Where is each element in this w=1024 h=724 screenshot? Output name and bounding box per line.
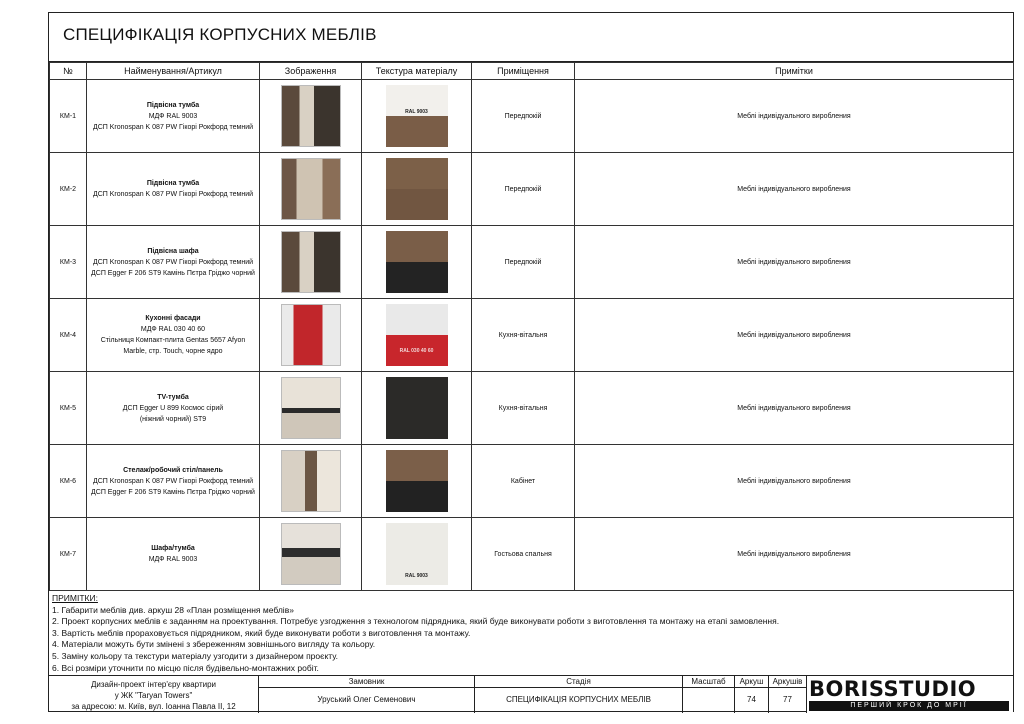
- texture-cell: [362, 226, 472, 299]
- swatch-top: [386, 450, 448, 481]
- texture-cell: [362, 80, 472, 153]
- title-block: [49, 675, 1013, 713]
- item-material-line: МДФ RAL 030 40 60: [140, 326, 206, 333]
- image-cell: [260, 226, 362, 299]
- item-material-line: ДСП Egger F 206 ST9 Камінь Пєтра Гріджо чорний: [91, 488, 255, 496]
- room-cell: Гостьова спальня: [472, 518, 575, 591]
- texture-cell: [362, 445, 472, 518]
- item-name: Стелаж/робочий стіл/панель: [123, 466, 223, 474]
- item-description: [87, 299, 260, 372]
- swatch-top: [386, 158, 448, 189]
- note-item: 4. Матеріали можуть бути змінені з збереженням зовнішнього вигляду та кольору.: [52, 639, 376, 650]
- spec-sheet: [48, 12, 1014, 712]
- col-header-room: Приміщення: [472, 63, 575, 80]
- swatch-bottom: [386, 554, 448, 585]
- room-cell: Передпокій: [472, 80, 575, 153]
- item-name: Кухонні фасади: [145, 315, 201, 322]
- swatch-bottom: [386, 116, 448, 147]
- table-header-row: [50, 63, 1014, 80]
- image-cell: [260, 299, 362, 372]
- item-material-line: МДФ RAL 9003: [148, 556, 198, 563]
- note-cell: Меблі індивідуального виробления: [575, 445, 1014, 518]
- row-number: КМ-3: [50, 226, 87, 299]
- item-material-line: ДСП Kronospan K 087 PW Гікорі Рокфорд темний: [92, 258, 254, 266]
- material-swatch: [386, 450, 448, 512]
- item-material-line: ДСП Kronospan K 087 PW Гікорі Рокфорд темний: [92, 191, 254, 198]
- item-material-line: ДСП Egger U 899 Космос сірий: [122, 404, 224, 412]
- row-number: КМ-4: [50, 299, 87, 372]
- col-header-texture: Текстура матеріалу: [362, 63, 472, 80]
- material-swatch: [386, 158, 448, 220]
- project-line: Дизайн-проект інтер'єру квартири: [90, 680, 216, 689]
- row-number: КМ-2: [50, 153, 87, 226]
- swatch-top: [386, 304, 448, 335]
- stage-label: Стадія: [475, 676, 682, 688]
- item-description: [87, 226, 260, 299]
- logo-tagline: ПЕРШИЙ КРОК ДО МРІЇ: [809, 701, 1009, 711]
- interior-photo: [281, 450, 341, 512]
- logo-wordmark: BORISSTUDIO: [809, 677, 977, 701]
- note-cell: Меблі індивідуального виробления: [575, 299, 1014, 372]
- item-description: [87, 153, 260, 226]
- col-header-number: №: [50, 63, 87, 80]
- note-item: 1. Габарити меблів див. аркуш 28 «План розміщення меблів»: [52, 604, 294, 615]
- item-material-line: (ніжний чорний) ST9: [139, 415, 207, 423]
- sheet-value: 74: [747, 695, 756, 704]
- swatch-bottom: [386, 408, 448, 439]
- room-cell: Кухня-вітальня: [472, 299, 575, 372]
- table-row: [50, 445, 1014, 518]
- customer-value: Уруський Олег Семенович: [317, 695, 416, 704]
- row-number: КМ-5: [50, 372, 87, 445]
- sheets-value: 77: [783, 695, 792, 704]
- material-swatch: [386, 523, 448, 585]
- item-name: Підвісна тумба: [146, 180, 200, 187]
- sheet-label: Аркуш: [735, 676, 768, 688]
- spec-table: [49, 62, 1014, 591]
- table-row: [50, 299, 1014, 372]
- texture-cell: [362, 372, 472, 445]
- project-info: [49, 676, 259, 713]
- image-cell: [260, 80, 362, 153]
- customer-label: Замовник: [259, 676, 474, 688]
- swatch-top: [386, 231, 448, 262]
- col-header-notes: Примітки: [575, 63, 1014, 80]
- interior-photo: [281, 85, 341, 147]
- interior-photo: [281, 158, 341, 220]
- note-cell: Меблі індивідуального виробления: [575, 153, 1014, 226]
- image-cell: [260, 153, 362, 226]
- item-material-line: ДСП Egger F 206 ST9 Камінь Пєтра Гріджо чорний: [91, 269, 255, 277]
- sheets-label: Аркушів: [769, 676, 806, 688]
- material-swatch: [386, 85, 448, 147]
- swatch-top: [386, 523, 448, 554]
- note-cell: Меблі індивідуального виробления: [575, 226, 1014, 299]
- material-swatch: [386, 231, 448, 293]
- image-cell: [260, 445, 362, 518]
- stage-value: СПЕЦИФІКАЦІЯ КОРПУСНИХ МЕБЛІВ: [506, 695, 651, 704]
- item-name: Підвісна шафа: [147, 247, 199, 255]
- room-cell: Передпокій: [472, 153, 575, 226]
- interior-photo: [281, 231, 341, 293]
- item-material-line: МДФ RAL 9003: [148, 112, 198, 120]
- table-row: [50, 372, 1014, 445]
- scale-label: Масштаб: [683, 676, 734, 688]
- item-description: [87, 80, 260, 153]
- swatch-label: RAL 9003: [405, 573, 428, 579]
- table-row: [50, 226, 1014, 299]
- swatch-bottom: [386, 189, 448, 220]
- row-number: КМ-1: [50, 80, 87, 153]
- image-cell: [260, 372, 362, 445]
- row-number: КМ-6: [50, 445, 87, 518]
- table-row: [50, 80, 1014, 153]
- image-cell: [260, 518, 362, 591]
- room-cell: Кухня-вітальня: [472, 372, 575, 445]
- interior-photo: [281, 523, 341, 585]
- note-cell: Меблі індивідуального виробления: [575, 80, 1014, 153]
- interior-photo: [281, 377, 341, 439]
- col-header-image: Зображення: [260, 63, 362, 80]
- item-material-line: Стільниця Компакт-плита Gentas 5657 Afyon Marble, стр. Touch, чорне ядро: [100, 337, 246, 355]
- swatch-label: RAL 030 40 60: [399, 348, 434, 354]
- texture-cell: [362, 299, 472, 372]
- scale-cell: [683, 676, 735, 713]
- material-swatch: [386, 304, 448, 366]
- notes-block: [49, 593, 1013, 674]
- swatch-bottom: [386, 481, 448, 512]
- item-description: [87, 518, 260, 591]
- swatch-top: [386, 377, 448, 408]
- item-description: [87, 445, 260, 518]
- item-name: TV-тумба: [157, 393, 189, 401]
- item-description: [87, 372, 260, 445]
- customer-cell: [259, 676, 475, 713]
- table-row: [50, 518, 1014, 591]
- note-item: 3. Вартість меблів прораховується підрядником, який буде виконувати роботи з виготовлення та монтажу.: [52, 627, 471, 638]
- table-row: [50, 153, 1014, 226]
- room-cell: Кабінет: [472, 445, 575, 518]
- note-item: 6. Всі розміри уточнити по місцю після будівельно-монтажних робіт.: [52, 662, 319, 673]
- item-name: Підвісна тумба: [146, 101, 200, 109]
- page-title: СПЕЦИФІКАЦІЯ КОРПУСНИХ МЕБЛІВ: [63, 25, 377, 44]
- project-line: у ЖК "Taryan Towers": [114, 691, 193, 700]
- note-cell: Меблі індивідуального виробления: [575, 372, 1014, 445]
- material-swatch: [386, 377, 448, 439]
- project-line: за адресою: м. Київ, вул. Іоанна Павла ІІ, 12: [71, 702, 236, 711]
- item-name: Шафа/тумба: [151, 545, 195, 552]
- item-material-line: ДСП Kronospan K 087 PW Гікорі Рокфорд темний: [92, 477, 254, 485]
- note-item: 2. Проект корпусних меблів є заданням на проектування. Потребує узгодження з технологом підрядника, який буде виконувати роботи з виготовлення та монтажу на етапі замовлення.: [52, 616, 780, 627]
- swatch-label: RAL 9003: [405, 109, 428, 115]
- col-header-name: Найменування/Артикул: [87, 63, 260, 80]
- stage-cell: [475, 676, 683, 713]
- note-cell: Меблі індивідуального виробления: [575, 518, 1014, 591]
- row-number: КМ-7: [50, 518, 87, 591]
- studio-logo: [807, 676, 1013, 713]
- sheet-cell: [735, 676, 769, 713]
- texture-cell: [362, 153, 472, 226]
- note-item: 5. Заміну кольору та текстури матеріалу узгодити з дизайнером проєкту.: [52, 650, 339, 661]
- sheets-cell: [769, 676, 807, 713]
- swatch-bottom: [386, 262, 448, 293]
- item-material-line: ДСП Kronospan K 087 PW Гікорі Рокфорд темний: [92, 123, 254, 131]
- texture-cell: [362, 518, 472, 591]
- interior-photo: [281, 304, 341, 366]
- notes-title: ПРИМІТКИ:: [52, 593, 98, 603]
- room-cell: Передпокій: [472, 226, 575, 299]
